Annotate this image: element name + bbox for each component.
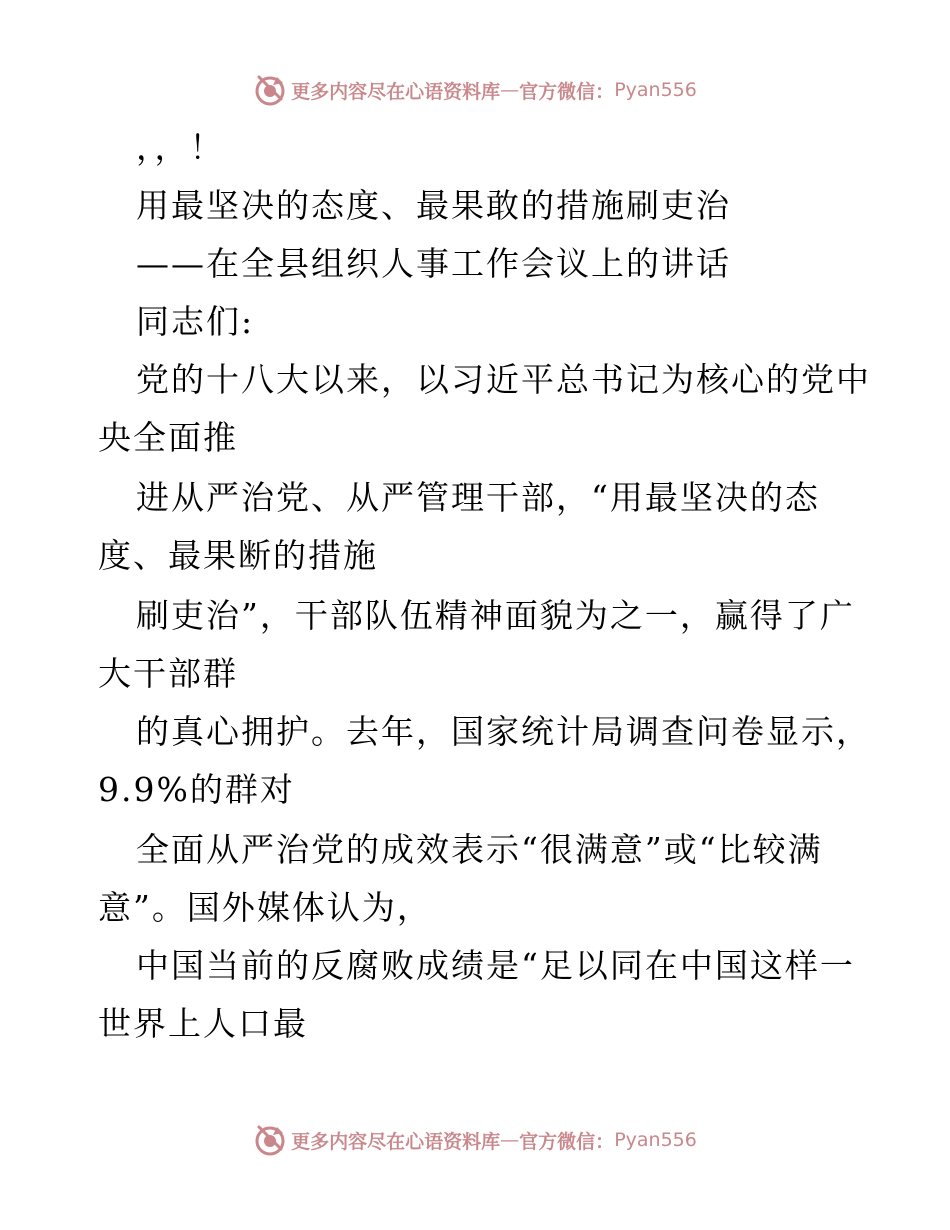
- watermark-text: 更多内容尽在心语资料库: [291, 1130, 501, 1153]
- text-line: 中国当前的反腐败成绩是“足以同在中国这样一: [136, 946, 855, 985]
- text-line: 世界上人口最: [98, 1004, 308, 1043]
- watermark-wechat-id: Pyan556: [614, 1129, 697, 1151]
- text-line: 9.9%的群对: [98, 770, 295, 809]
- text-line: 大干部群: [98, 654, 238, 693]
- text-line: 的真心拥护。去年，国家统计局调查问卷显示，: [136, 712, 871, 751]
- footer-watermark: [0, 1120, 950, 1160]
- text-line: 进从严治党、从严管理干部，“用最坚决的态: [136, 478, 820, 517]
- watermark-wechat-label: 官方微信：: [519, 80, 615, 103]
- document-subtitle: ——在全县组织人事工作会议上的讲话: [136, 244, 731, 283]
- watermark-wechat-label: 官方微信：: [519, 1130, 615, 1153]
- header-watermark: [0, 70, 950, 110]
- watermark-wechat-id: Pyan556: [614, 79, 697, 101]
- text-line: 央全面推: [98, 418, 238, 457]
- watermark-text: 更多内容尽在心语资料库: [291, 80, 501, 103]
- text-line: 全面从严治党的成效表示“很满意”或“比较满: [136, 830, 823, 869]
- watermark-separator: —: [500, 79, 520, 101]
- salutation: 同志们:: [136, 302, 255, 341]
- text-line: 刷吏治”，干部队伍精神面貌为之一，赢得了广: [136, 596, 855, 635]
- watermark-separator: —: [500, 1129, 520, 1151]
- text-line: 党的十八大以来，以习近平总书记为核心的党中: [136, 360, 871, 399]
- text-line: 度、最果断的措施: [98, 536, 378, 575]
- text-line: ，，！: [136, 128, 225, 167]
- document-title: 用最坚决的态度、最果敢的措施刷吏治: [136, 186, 731, 225]
- text-line: 意”。国外媒体认为，: [98, 888, 432, 927]
- logo-icon: [253, 73, 287, 107]
- logo-icon: [253, 1123, 287, 1157]
